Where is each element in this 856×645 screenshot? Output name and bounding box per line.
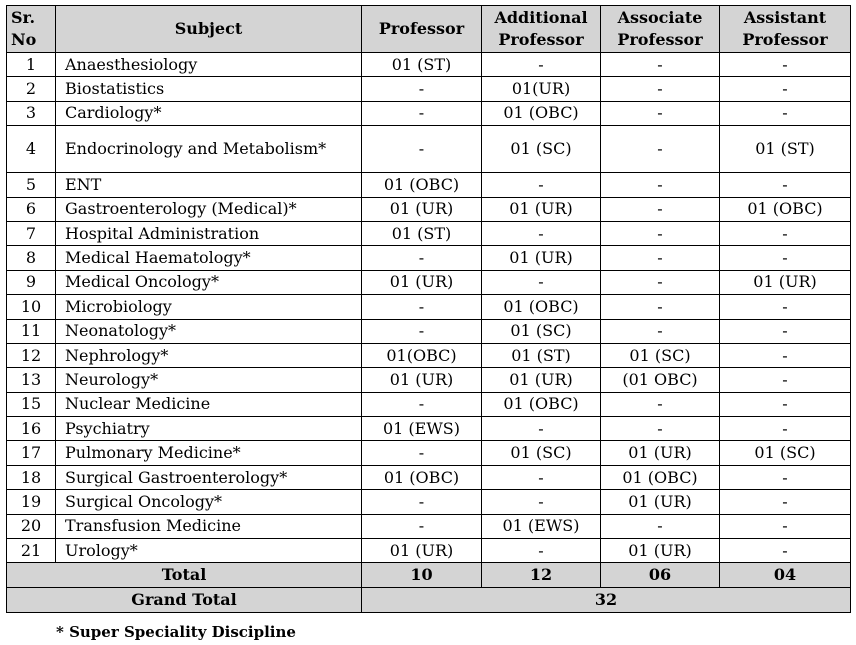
cell-additional-professor: 01 (SC)	[482, 126, 601, 173]
cell-sr: 11	[7, 319, 56, 343]
cell-associate-professor: 01 (UR)	[601, 539, 720, 563]
cell-assistant-professor: -	[720, 514, 851, 538]
cell-professor: -	[362, 319, 482, 343]
table-body	[7, 53, 851, 563]
cell-sr: 20	[7, 514, 56, 538]
cell-subject: Medical Oncology*	[56, 270, 362, 294]
cell-additional-professor: -	[482, 490, 601, 514]
cell-assistant-professor: -	[720, 246, 851, 270]
cell-associate-professor: -	[601, 417, 720, 441]
cell-sr: 8	[7, 246, 56, 270]
cell-associate-professor: 01 (SC)	[601, 343, 720, 367]
cell-subject: Transfusion Medicine	[56, 514, 362, 538]
cell-subject: Biostatistics	[56, 77, 362, 101]
cell-assistant-professor: -	[720, 417, 851, 441]
table-row	[7, 197, 851, 221]
cell-additional-professor: -	[482, 53, 601, 77]
header-sr-no: Sr. No	[7, 6, 56, 53]
header-associate-professor: Associate Professor	[601, 6, 720, 53]
total-associate-professor: 06	[601, 563, 720, 588]
total-additional-professor: 12	[482, 563, 601, 588]
grand-total-row	[7, 588, 851, 613]
cell-sr: 1	[7, 53, 56, 77]
cell-additional-professor: 01 (ST)	[482, 343, 601, 367]
cell-sr: 16	[7, 417, 56, 441]
cell-associate-professor: -	[601, 295, 720, 319]
cell-additional-professor: -	[482, 221, 601, 245]
cell-professor: -	[362, 77, 482, 101]
cell-assistant-professor: -	[720, 465, 851, 489]
cell-additional-professor: -	[482, 539, 601, 563]
cell-subject: Endocrinology and Metabolism*	[56, 126, 362, 173]
cell-additional-professor: -	[482, 173, 601, 197]
table-row	[7, 539, 851, 563]
cell-professor: 01 (OBC)	[362, 173, 482, 197]
cell-assistant-professor: -	[720, 392, 851, 416]
cell-subject: Pulmonary Medicine*	[56, 441, 362, 465]
faculty-posts-table	[6, 5, 851, 613]
cell-professor: 01 (ST)	[362, 53, 482, 77]
header-additional-professor: Additional Professor	[482, 6, 601, 53]
cell-professor: 01 (OBC)	[362, 465, 482, 489]
cell-professor: -	[362, 490, 482, 514]
cell-additional-professor: 01(UR)	[482, 77, 601, 101]
cell-subject: Nuclear Medicine	[56, 392, 362, 416]
cell-professor: 01 (UR)	[362, 368, 482, 392]
cell-associate-professor: 01 (UR)	[601, 441, 720, 465]
cell-subject: Medical Haematology*	[56, 246, 362, 270]
total-row	[7, 563, 851, 588]
cell-assistant-professor: 01 (UR)	[720, 270, 851, 294]
cell-associate-professor: (01 OBC)	[601, 368, 720, 392]
grand-total-label: Grand Total	[7, 588, 362, 613]
grand-total-value: 32	[362, 588, 851, 613]
cell-subject: Surgical Gastroenterology*	[56, 465, 362, 489]
cell-sr: 21	[7, 539, 56, 563]
cell-sr: 2	[7, 77, 56, 101]
cell-assistant-professor: 01 (OBC)	[720, 197, 851, 221]
cell-sr: 19	[7, 490, 56, 514]
table-row	[7, 101, 851, 125]
table-row	[7, 246, 851, 270]
cell-additional-professor: -	[482, 270, 601, 294]
cell-additional-professor: 01 (UR)	[482, 246, 601, 270]
cell-sr: 3	[7, 101, 56, 125]
table-row	[7, 514, 851, 538]
cell-associate-professor: -	[601, 77, 720, 101]
table-row	[7, 319, 851, 343]
cell-assistant-professor: -	[720, 368, 851, 392]
table-row	[7, 392, 851, 416]
cell-assistant-professor: -	[720, 53, 851, 77]
cell-sr: 10	[7, 295, 56, 319]
cell-subject: Microbiology	[56, 295, 362, 319]
cell-assistant-professor: -	[720, 77, 851, 101]
cell-assistant-professor: -	[720, 319, 851, 343]
table-row	[7, 126, 851, 173]
cell-professor: -	[362, 295, 482, 319]
cell-professor: -	[362, 246, 482, 270]
cell-sr: 13	[7, 368, 56, 392]
cell-professor: -	[362, 126, 482, 173]
cell-subject: Neurology*	[56, 368, 362, 392]
cell-sr: 4	[7, 126, 56, 173]
table-row	[7, 295, 851, 319]
cell-associate-professor: -	[601, 270, 720, 294]
cell-sr: 6	[7, 197, 56, 221]
cell-assistant-professor: 01 (ST)	[720, 126, 851, 173]
cell-subject: Cardiology*	[56, 101, 362, 125]
cell-professor: -	[362, 101, 482, 125]
total-professor: 10	[362, 563, 482, 588]
header-subject: Subject	[56, 6, 362, 53]
cell-subject: Gastroenterology (Medical)*	[56, 197, 362, 221]
cell-additional-professor: 01 (OBC)	[482, 101, 601, 125]
cell-subject: ENT	[56, 173, 362, 197]
cell-assistant-professor: -	[720, 539, 851, 563]
cell-assistant-professor: -	[720, 295, 851, 319]
table-row	[7, 343, 851, 367]
cell-assistant-professor: -	[720, 490, 851, 514]
cell-additional-professor: -	[482, 465, 601, 489]
cell-subject: Nephrology*	[56, 343, 362, 367]
cell-sr: 15	[7, 392, 56, 416]
table-row	[7, 221, 851, 245]
cell-professor: -	[362, 392, 482, 416]
cell-professor: 01 (EWS)	[362, 417, 482, 441]
cell-associate-professor: -	[601, 221, 720, 245]
cell-sr: 18	[7, 465, 56, 489]
cell-professor: -	[362, 441, 482, 465]
cell-assistant-professor: 01 (SC)	[720, 441, 851, 465]
table-row	[7, 270, 851, 294]
cell-sr: 17	[7, 441, 56, 465]
cell-additional-professor: 01 (OBC)	[482, 392, 601, 416]
table-header-row	[7, 6, 851, 53]
cell-associate-professor: -	[601, 392, 720, 416]
table-row	[7, 368, 851, 392]
cell-professor: 01 (UR)	[362, 270, 482, 294]
cell-professor: 01 (ST)	[362, 221, 482, 245]
cell-sr: 12	[7, 343, 56, 367]
cell-professor: 01 (UR)	[362, 197, 482, 221]
cell-additional-professor: 01 (SC)	[482, 441, 601, 465]
cell-subject: Psychiatry	[56, 417, 362, 441]
total-label: Total	[7, 563, 362, 588]
cell-professor: 01 (UR)	[362, 539, 482, 563]
cell-sr: 7	[7, 221, 56, 245]
cell-associate-professor: -	[601, 173, 720, 197]
cell-associate-professor: -	[601, 126, 720, 173]
table-row	[7, 77, 851, 101]
footnote: * Super Speciality Discipline	[56, 623, 296, 641]
cell-additional-professor: 01 (UR)	[482, 197, 601, 221]
cell-subject: Neonatology*	[56, 319, 362, 343]
cell-associate-professor: 01 (OBC)	[601, 465, 720, 489]
total-assistant-professor: 04	[720, 563, 851, 588]
cell-subject: Surgical Oncology*	[56, 490, 362, 514]
table-row	[7, 465, 851, 489]
cell-assistant-professor: -	[720, 343, 851, 367]
cell-assistant-professor: -	[720, 101, 851, 125]
table-row	[7, 417, 851, 441]
cell-associate-professor: -	[601, 197, 720, 221]
cell-subject: Hospital Administration	[56, 221, 362, 245]
cell-associate-professor: -	[601, 319, 720, 343]
cell-sr: 9	[7, 270, 56, 294]
table-row	[7, 173, 851, 197]
cell-associate-professor: -	[601, 101, 720, 125]
cell-professor: -	[362, 514, 482, 538]
cell-sr: 5	[7, 173, 56, 197]
cell-additional-professor: 01 (EWS)	[482, 514, 601, 538]
cell-additional-professor: -	[482, 417, 601, 441]
table-row	[7, 53, 851, 77]
cell-associate-professor: 01 (UR)	[601, 490, 720, 514]
header-professor: Professor	[362, 6, 482, 53]
cell-additional-professor: 01 (OBC)	[482, 295, 601, 319]
cell-assistant-professor: -	[720, 221, 851, 245]
cell-associate-professor: -	[601, 246, 720, 270]
cell-subject: Anaesthesiology	[56, 53, 362, 77]
cell-associate-professor: -	[601, 514, 720, 538]
table-row	[7, 441, 851, 465]
cell-professor: 01(OBC)	[362, 343, 482, 367]
cell-associate-professor: -	[601, 53, 720, 77]
cell-additional-professor: 01 (SC)	[482, 319, 601, 343]
cell-subject: Urology*	[56, 539, 362, 563]
cell-additional-professor: 01 (UR)	[482, 368, 601, 392]
table-row	[7, 490, 851, 514]
header-assistant-professor: Assistant Professor	[720, 6, 851, 53]
cell-assistant-professor: -	[720, 173, 851, 197]
